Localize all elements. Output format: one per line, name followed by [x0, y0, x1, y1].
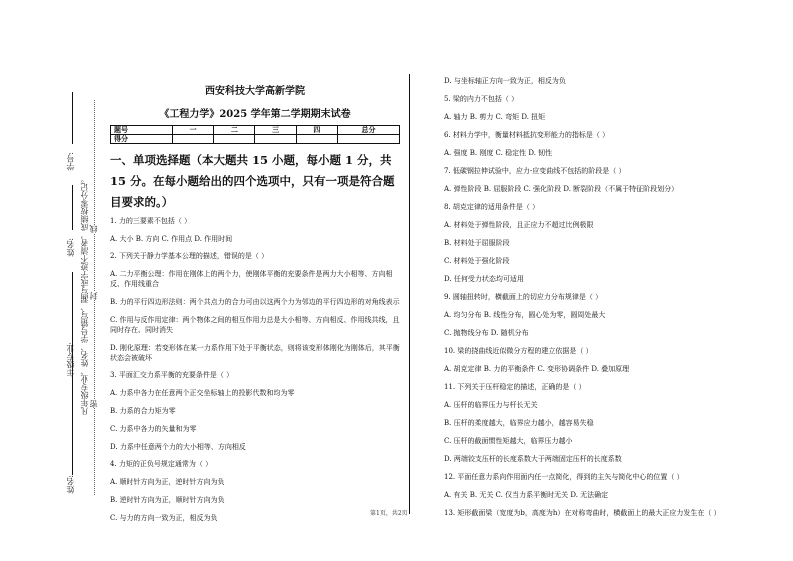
question-11-option-b: B. 压杆的柔度越大，临界应力越小，越容易失稳	[444, 419, 594, 427]
score-header-cell: 总分	[338, 126, 400, 135]
surname-line	[72, 390, 73, 475]
question-2-option-d: D. 刚化原理：若变形体在某一力系作用下处于平衡状态，则将该变形体刚化为刚体后，其平衡状态会被破坏	[110, 344, 400, 362]
question-2-option-c: C. 作用与反作用定律：两个物体之间的相互作用力总是大小相等、方向相反、作用线共线，且同时存在、同时消失	[110, 316, 400, 334]
question-4: 4. 力矩的正负号规定通常为（ ）	[110, 460, 213, 468]
column-divider	[409, 74, 410, 514]
question-8-option-d: D. 任何受力状态均可适用	[444, 275, 524, 283]
question-5: 5. 梁的内力不包括（ ）	[444, 95, 519, 103]
score-header-cell: 三	[255, 126, 296, 135]
school-name: 西安科技大学高新学院	[205, 86, 305, 97]
score-cell	[172, 135, 213, 144]
question-4-option-a: A. 顺时针方向为正，逆时针方向为负	[110, 478, 225, 486]
question-8-option-b: B. 材料处于屈服阶段	[444, 239, 510, 247]
question-1: 1. 力的三要素不包括（ ）	[110, 217, 192, 225]
question-3-option-c: C. 力系中各力的矢量和为零	[110, 425, 197, 433]
major-label: 年级专业:	[66, 342, 75, 377]
seal-char-feng: 封	[89, 292, 98, 300]
binding-margin	[40, 90, 110, 500]
question-4-option-c: C. 与力的方向一致为正，相反为负	[110, 514, 218, 522]
score-table-row	[111, 135, 400, 144]
score-cell	[255, 135, 296, 144]
question-6: 6. 材料力学中，衡量材料抵抗变形能力的指标是（ ）	[444, 131, 610, 139]
question-4-option-d: D. 与坐标轴正方向一致为正，相反为负	[444, 77, 566, 85]
question-4-option-b: B. 逆时针方向为正，顺时针方向为负	[110, 496, 225, 504]
seal-char-xian: 线	[89, 225, 98, 233]
left-column	[110, 74, 400, 523]
question-3-option-a: A. 力系中各力在任意两个正交坐标轴上的投影代数和均为零	[110, 389, 295, 397]
name-line	[72, 185, 73, 230]
question-11-option-a: A. 压杆的临界压力与杆长无关	[444, 401, 538, 409]
right-column	[444, 76, 764, 526]
question-11-option-d: D. 两端铰支压杆的长度系数大于两端固定压杆的长度系数	[444, 455, 622, 463]
question-9: 9. 圆轴扭转时，横截面上的切应力分布规律是（ ）	[444, 293, 603, 301]
question-2: 2. 下列关于静力学基本公理的描述，错误的是（ ）	[110, 252, 269, 260]
section-1-title: 一、单项选择题（本大题共 15 小题，每小题 1 分，共 15 分。在每小题给出的四个选项中，只有一项是符合题目要求的。）	[110, 153, 395, 209]
score-cell	[214, 135, 255, 144]
score-row-label: 得分	[111, 135, 173, 144]
question-1-options: A. 大小 B. 方向 C. 作用点 D. 作用时间	[110, 235, 233, 243]
question-6-options: A. 强度 B. 刚度 C. 稳定性 D. 韧性	[444, 149, 553, 157]
score-cell	[296, 135, 337, 144]
student-id-label: 学号:	[66, 152, 75, 171]
score-header-cell: 二	[214, 126, 255, 135]
question-2-option-a: A. 二力平衡公理：作用在刚体上的两个力，使刚体平衡的充要条件是两力大小相等、方向相反、作用线重合	[110, 270, 393, 288]
question-13: 13. 矩形截面梁（宽度为b，高度为h）在对称弯曲时，横截面上的最大正应力发生在（ ）	[444, 509, 721, 517]
question-10-options: A. 胡克定律 B. 力的平衡条件 C. 变形协调条件 D. 叠加原理	[444, 365, 630, 373]
question-2-option-b: B. 力的平行四边形法则：两个共点力的合力可由以这两个力为邻边的平行四边形的对角线表示	[110, 298, 400, 306]
score-cell	[338, 135, 400, 144]
question-11-option-c: C. 压杆的截面惯性矩越大，临界压力越小	[444, 437, 573, 445]
surname-label: 姓名:	[66, 475, 75, 494]
question-10: 10. 梁的挠曲线近似微分方程的建立依据是（ ）	[444, 347, 593, 355]
score-table-header-row	[111, 126, 400, 135]
exam-title: 《工程力学》2025 学年第二学期期末试卷	[159, 109, 351, 120]
question-8-option-a: A. 材料处于弹性阶段，且正应力不超过比例极限	[444, 221, 594, 229]
question-9-options-ab: A. 均匀分布 B. 线性分布，圆心处为零，圆周处最大	[444, 311, 606, 319]
score-header-cell: 题号	[111, 126, 173, 135]
question-3-option-d: D. 力系中任意两个力的大小相等、方向相反	[110, 443, 246, 451]
name-label: 姓名:	[66, 238, 75, 257]
question-8: 8. 胡克定律的适用条件是（ ）	[444, 203, 540, 211]
question-7-options: A. 弹性阶段 B. 屈服阶段 C. 强化阶段 D. 断裂阶段（不属于特征阶段划分）	[444, 185, 679, 193]
seal-char-mi: 密	[89, 400, 98, 408]
question-12-options: A. 有关 B. 无关 C. 仅当力系平衡时无关 D. 无法确定	[444, 491, 609, 499]
question-7: 7. 低碳钢拉伸试验中，应力-应变曲线不包括的阶段是（ ）	[444, 167, 626, 175]
question-5-options: A. 轴力 B. 剪力 C. 弯矩 D. 扭矩	[444, 113, 546, 121]
question-11: 11. 下列关于压杆稳定的描述，正确的是（ ）	[444, 383, 586, 391]
question-8-option-c: C. 材料处于强化阶段	[444, 257, 510, 265]
page-footer: 第1页，共2页	[370, 510, 408, 517]
question-9-options-cd: C. 抛物线分布 D. 随机分布	[444, 329, 529, 337]
question-3: 3. 平面汇交力系平衡的充要条件是（ ）	[110, 371, 234, 379]
binding-notice: 凡年级专业、姓名、学号错写、漏写或字迹不清者，成绩按零分记。	[80, 175, 89, 415]
student-id-line	[72, 92, 73, 144]
question-3-option-b: B. 力系的合力矩为零	[110, 407, 176, 415]
score-header-cell: 四	[296, 126, 337, 135]
question-12: 12. 平面任意力系向作用面内任一点简化，得到的主矢与简化中心的位置（ ）	[444, 473, 684, 481]
score-table	[110, 125, 400, 144]
score-header-cell: 一	[172, 126, 213, 135]
